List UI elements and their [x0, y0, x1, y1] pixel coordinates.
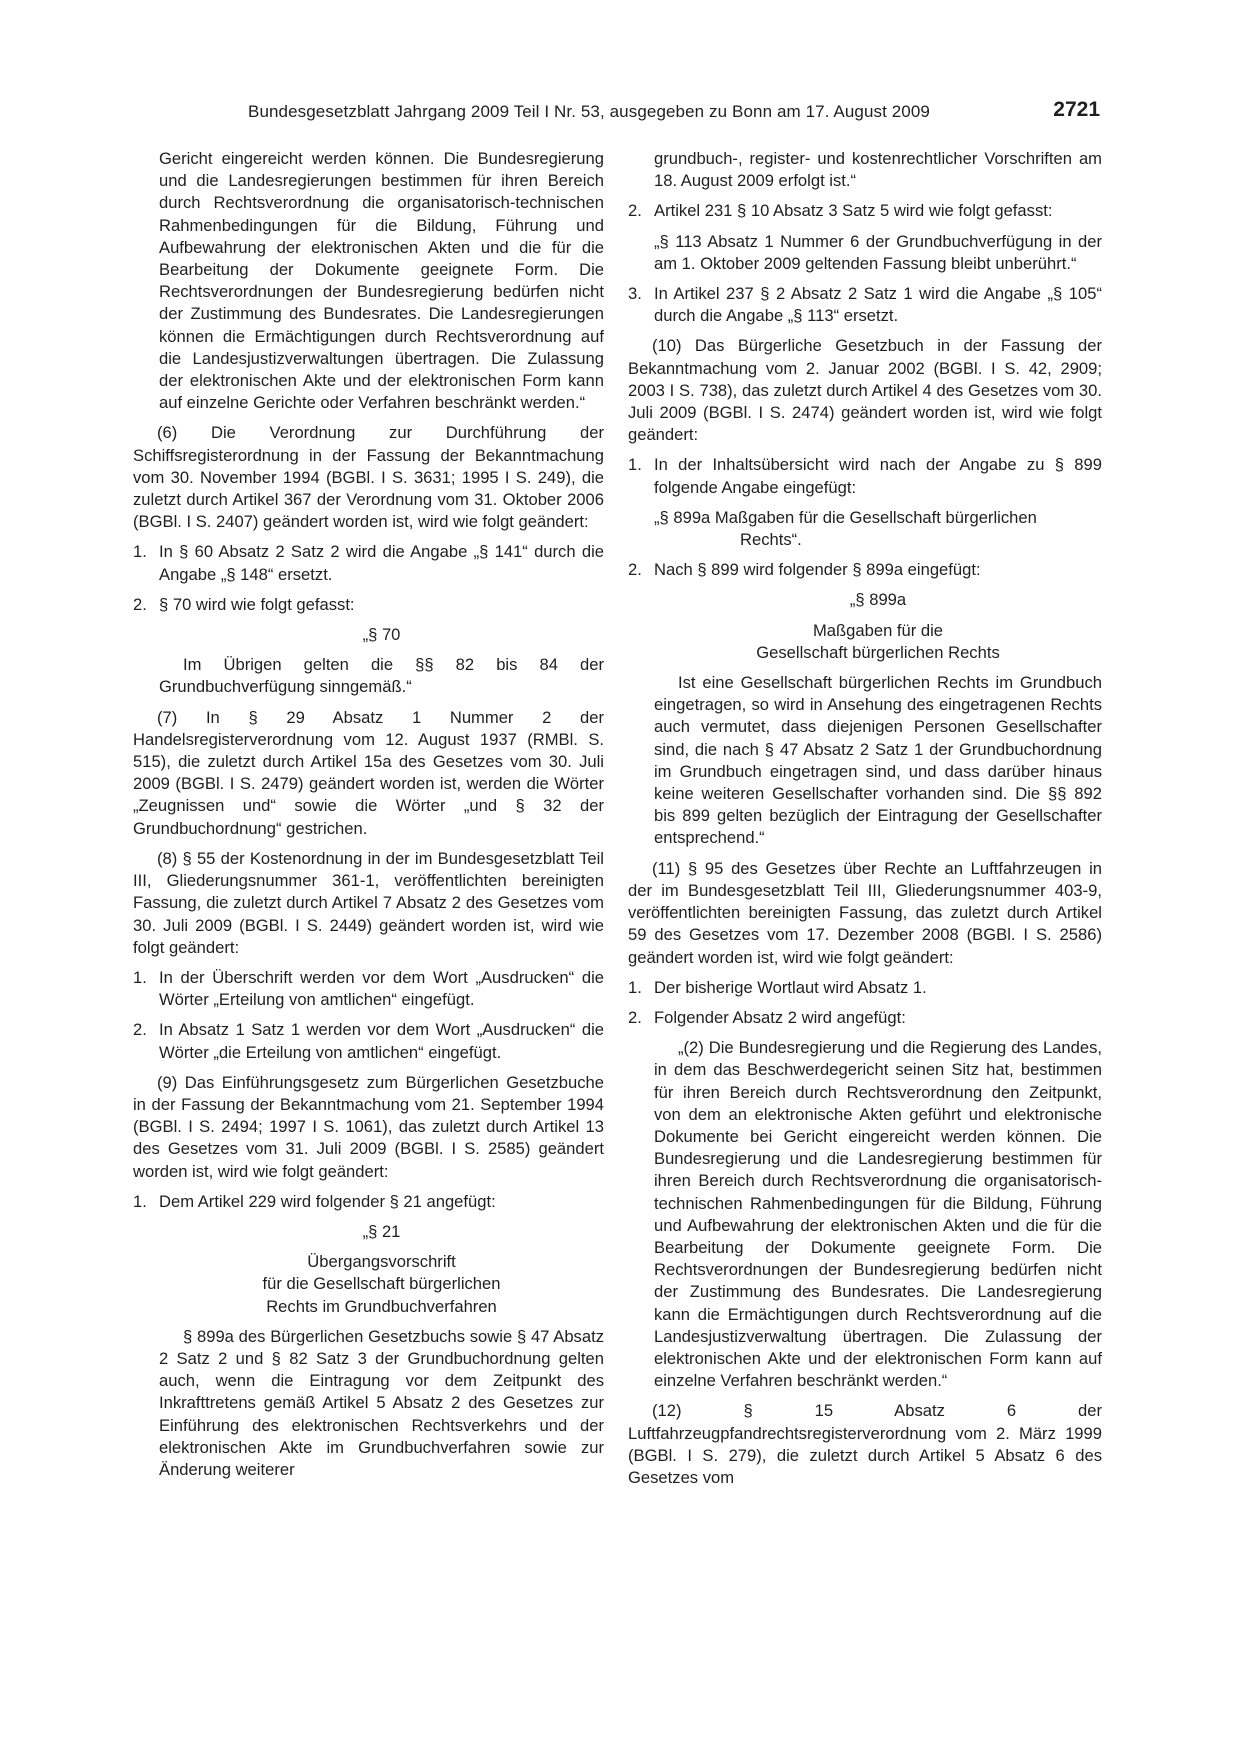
- section-title-line: Rechts im Grundbuchverfahren: [266, 1296, 497, 1316]
- list-number: 2.: [133, 1020, 147, 1040]
- continuation-paragraph: Gericht eingereicht werden können. Die Bundesregierung und die Landesregierungen bestimmen für ihren Bereich durch Rechtsverordnung die organisatorisch-technischen Rahmenbedingungen für die Bildung, Führung und Aufbewahrung der elektronischen Akten und die für die Bearbeitung der Dokumente geeignete Form. Die Rechtsverordnungen der Bundesregierung bedürfen nicht der Zustimmung des Bundesrates. Die Landesregierungen können die Ermächtigungen durch Rechtsverordnung auf die Landesjustizverwaltungen übertragen. Die Zulassung der elektronischen Akte und der elektronischen Form kann auf einzelne Gerichte oder Verfahren beschränkt werden.“: [159, 149, 604, 413]
- section-text: Im Übrigen gelten die §§ 82 bis 84 der Grundbuchverfügung sinngemäß.“: [159, 655, 604, 697]
- section-text: § 899a des Bürgerlichen Gesetzbuchs sowie § 47 Absatz 2 Satz 2 und § 82 Satz 3 der Grundbuchordnung gelten auch, wenn die Eintragung vor dem Zeitpunkt des Inkrafttretens gemäß Artikel 5 Absatz 2 des Gesetzes zur Einführung des elektronischen Rechtsverkehrs und der elektronischen Akte im Grundbuchverfahren sowie zur Änderung weiterer: [159, 1326, 604, 1479]
- section-text: Ist eine Gesellschaft bürgerlichen Rechts im Grundbuch eingetragen, so wird in Ansehung des eingetragenen Rechts auch vermutet, dass diejenigen Personen Gesellschafter sind, die nach § 47 Absatz 2 Satz 1 der Grundbuchordnung im Grundbuch eingetragen sind, und dass darüber hinaus keine weiteren Gesellschafter vorhanden sind. Die §§ 892 bis 899 gelten bezüglich der Eintragung der Gesellschafter entsprechend.“: [654, 673, 1102, 848]
- list-text: In Absatz 1 Satz 1 werden vor dem Wort „Ausdrucken“ die Wörter „die Erteilung von amtlichen“ eingefügt.: [159, 1020, 604, 1062]
- section-heading: „§ 21: [362, 1221, 401, 1241]
- list-number: 1.: [628, 977, 642, 997]
- list-item: [628, 283, 1102, 327]
- paragraph-10: (10) Das Bürgerliche Gesetzbuch in der Fassung der Bekanntmachung vom 2. Januar 2002 (BGBl. I S. 42, 2909; 2003 I S. 738), das zuletzt durch Artikel 4 des Gesetzes vom 30. Juli 2009 (BGBl. I S. 2474) geändert worden ist, wird wie folgt geändert:: [628, 336, 1102, 445]
- list-item: [628, 200, 1102, 222]
- section-title-line: Gesellschaft bürgerlichen Rechts: [756, 642, 1000, 662]
- list-text: In Artikel 237 § 2 Absatz 2 Satz 1 wird die Angabe „§ 105“ durch die Angabe „§ 113“ ersetzt.: [654, 284, 1102, 326]
- paragraph-12: (12) § 15 Absatz 6 der Luftfahrzeugpfandrechtsregisterverordnung vom 2. März 1999 (BGBl. I S. 279), die zuletzt durch Artikel 5 Absatz 6 des Gesetzes vom: [628, 1401, 1102, 1487]
- list-item: [628, 977, 1102, 999]
- list-number: 2.: [628, 201, 642, 221]
- list-item: [133, 541, 604, 585]
- list-text: Der bisherige Wortlaut wird Absatz 1.: [654, 977, 927, 997]
- paragraph-9: (9) Das Einführungsgesetz zum Bürgerlichen Gesetzbuche in der Fassung der Bekanntmachung vom 21. September 1994 (BGBl. I S. 2494; 1997 I S. 1061), das zuletzt durch Artikel 13 des Gesetzes vom 31. Juli 2009 (BGBl. I S. 2585) geändert worden ist, wird wie folgt geändert:: [133, 1072, 604, 1181]
- list-text: Dem Artikel 229 wird folgender § 21 angefügt:: [159, 1191, 496, 1211]
- quoted-text: „(2) Die Bundesregierung und die Regierung des Landes, in dem das Beschwerdegericht seinen Sitz hat, bestimmen für ihren Bereich durch Rechtsverordnung den Zeitpunkt, von dem an elektronische Akten geführt und elektronische Dokumente bei Gericht eingereicht werden können. Die Bundesregierung und die Landesregierung bestimmen für ihren Bereich durch Rechtsverordnung die organisatorisch-technischen Rahmenbedingungen für die Bildung, Führung und Aufbewahrung der elektronischen Akten und die für die Bearbeitung der Dokumente geeignete Form. Die Rechtsverordnungen der Bundesregierung bedürfen nicht der Zustimmung des Bundesrates. Die Landesregierung kann die Ermächtigungen durch Rechtsverordnung auf die Landesjustizverwaltung übertragen. Die Zulassung der elektronischen Akte und der elektronischen Form kann auf einzelne Verfahren beschränkt werden.“: [654, 1038, 1102, 1391]
- section-70-block: [133, 624, 604, 699]
- list-text: Folgender Absatz 2 wird angefügt:: [654, 1007, 906, 1027]
- list-text: In § 60 Absatz 2 Satz 2 wird die Angabe „§ 141“ durch die Angabe „§ 148“ ersetzt.: [159, 542, 604, 584]
- section-899a-block: [628, 589, 1102, 849]
- section-heading: „§ 70: [362, 625, 401, 645]
- list-text: Artikel 231 § 10 Absatz 3 Satz 5 wird wie folgt gefasst:: [654, 201, 1053, 221]
- page-number: 2721: [1053, 98, 1100, 121]
- list-item: [133, 1191, 604, 1213]
- list-text: In der Inhaltsübersicht wird nach der Angabe zu § 899 folgende Angabe eingefügt:: [654, 455, 1102, 497]
- section-title-line: für die Gesellschaft bürgerlichen: [262, 1274, 501, 1294]
- quoted-toc-entry: „§ 899a Maßgaben für die Gesellschaft bürgerlichen Rechts“.: [654, 507, 1037, 550]
- list-item: [628, 1007, 1102, 1029]
- list-number: 1.: [133, 1191, 147, 1211]
- section-heading: „§ 899a: [849, 590, 907, 610]
- paragraph-8: (8) § 55 der Kostenordnung in der im Bundesgesetzblatt Teil III, Gliederungsnummer 361-1, veröffentlichten bereinigten Fassung, die zuletzt durch Artikel 7 Absatz 2 des Gesetzes vom 30. Juli 2009 (BGBl. I S. 2449) geändert worden ist, wird wie folgt geändert:: [133, 848, 604, 957]
- quoted-text: „§ 113 Absatz 1 Nummer 6 der Grundbuchverfügung in der am 1. Oktober 2009 geltenden Fassung bleibt unberührt.“: [654, 231, 1102, 273]
- continuation-paragraph: grundbuch-, register- und kostenrechtlicher Vorschriften am 18. August 2009 erfolgt ist.“: [654, 149, 1102, 191]
- list-item: [133, 1019, 604, 1063]
- paragraph-7: (7) In § 29 Absatz 1 Nummer 2 der Handelsregisterverordnung vom 12. August 1937 (RMBl. S. 515), die zuletzt durch Artikel 15a des Gesetzes vom 30. Juli 2009 (BGBl. I S. 2479) geändert worden ist, werden die Wörter „Zeugnissen und“ sowie die Wörter „und § 32 der Grundbuchordnung“ gestrichen.: [133, 707, 604, 838]
- section-21-block: [133, 1221, 604, 1481]
- paragraph-11: (11) § 95 des Gesetzes über Rechte an Luftfahrzeugen in der im Bundesgesetzblatt Teil III, Gliederungsnummer 403-9, veröffentlichten bereinigten Fassung, das zuletzt durch Artikel 59 des Gesetzes vom 17. Dezember 2008 (BGBl. I S. 2586) geändert worden ist, wird wie folgt geändert:: [628, 858, 1102, 967]
- left-column: [133, 148, 604, 1481]
- list-number: 1.: [133, 967, 147, 987]
- list-text: Nach § 899 wird folgender § 899a eingefügt:: [654, 560, 981, 580]
- paragraph-6: (6) Die Verordnung zur Durchführung der Schiffsregisterordnung in der Fassung der Bekanntmachung vom 30. November 1994 (BGBl. I S. 3631; 1995 I S. 249), die zuletzt durch Artikel 367 der Verordnung vom 31. Oktober 2006 (BGBl. I S. 2407) geändert worden ist, wird wie folgt geändert:: [133, 423, 604, 532]
- section-title-line: Maßgaben für die: [812, 620, 944, 640]
- list-number: 2.: [628, 560, 642, 580]
- list-number: 2.: [133, 594, 147, 614]
- header-title: Bundesgesetzblatt Jahrgang 2009 Teil I Nr. 53, ausgegeben zu Bonn am 17. August 2009: [248, 102, 930, 121]
- page-header: [248, 98, 1100, 128]
- list-text: § 70 wird wie folgt gefasst:: [159, 594, 355, 614]
- section-title-line: Übergangsvorschrift: [307, 1252, 456, 1272]
- list-item: [133, 967, 604, 1011]
- list-number: 2.: [628, 1007, 642, 1027]
- list-item: [133, 594, 604, 616]
- list-number: 1.: [628, 455, 642, 475]
- list-item: [628, 454, 1102, 498]
- list-number: 3.: [628, 284, 642, 304]
- list-item: [628, 559, 1102, 581]
- right-column: [628, 148, 1102, 1489]
- list-text: In der Überschrift werden vor dem Wort „Ausdrucken“ die Wörter „Erteilung von amtlichen“ eingefügt.: [159, 967, 604, 1010]
- list-number: 1.: [133, 542, 147, 562]
